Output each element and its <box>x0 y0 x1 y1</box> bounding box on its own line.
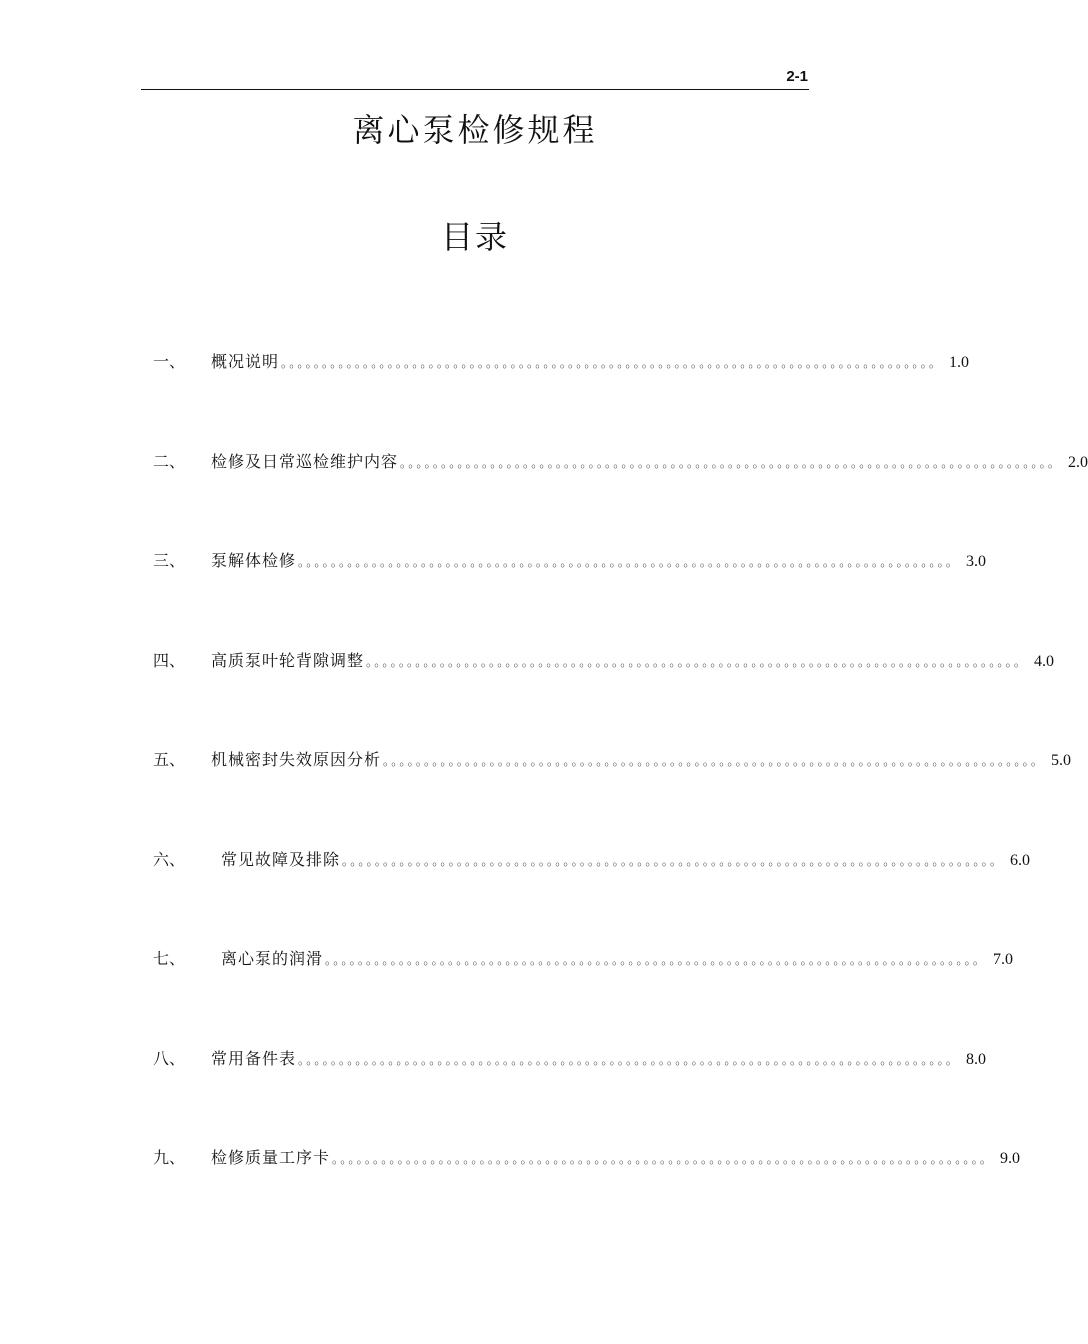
toc-dot-leader: 。。。。。。。。。。。。。。。。。。。。。。。。。。。。。。。。。。。。。。。。。。。。。。。。。。。。。。。。。。。。。。。。。。。。。。。。。。。。。。。。 <box>281 356 944 370</box>
toc-dot-leader: 。。。。。。。。。。。。。。。。。。。。。。。。。。。。。。。。。。。。。。。。。。。。。。。。。。。。。。。。。。。。。。。。。。。。。。。。。。。。。。。。 <box>342 853 1005 868</box>
toc-entry-label[interactable]: 泵解体检修 <box>211 551 297 570</box>
toc-entry-label[interactable]: 常用备件表 <box>211 1048 297 1068</box>
toc-entry-page: 2.0 <box>1068 453 1088 471</box>
toc-dot-leader: 。。。。。。。。。。。。。。。。。。。。。。。。。。。。。。。。。。。。。。。。。。。。。。。。。。。。。。。。。。。。。。。。。。。。。。。。。。。。。。。。 <box>332 1152 995 1166</box>
toc-entry-page: 6.0 <box>1010 851 1031 869</box>
toc-entry-number: 六、 <box>153 849 186 869</box>
toc-entry-label[interactable]: 概况说明 <box>211 352 280 371</box>
toc-entry-7[interactable] <box>153 947 1014 971</box>
toc-entry-page: 7.0 <box>993 951 1014 968</box>
table-of-contents <box>153 350 1088 1246</box>
toc-entry-label[interactable]: 高质泵叶轮背隙调整 <box>211 650 365 670</box>
toc-entry-label[interactable]: 检修质量工序卡 <box>211 1148 331 1167</box>
toc-entry-page: 8.0 <box>966 1050 987 1068</box>
document-title: 离心泵检修规程 <box>352 111 598 149</box>
toc-entry-8[interactable] <box>153 1047 987 1071</box>
toc-entry-6[interactable] <box>153 848 1031 872</box>
toc-entry-2[interactable] <box>153 450 1088 474</box>
toc-entry-number: 二、 <box>153 451 186 471</box>
toc-dot-leader: 。。。。。。。。。。。。。。。。。。。。。。。。。。。。。。。。。。。。。。。。。。。。。。。。。。。。。。。。。。。。。。。。。。。。。。。。。。。。。。。。 <box>298 1052 961 1067</box>
toc-entry-number: 四、 <box>153 650 186 670</box>
toc-entry-number: 五、 <box>153 750 186 769</box>
toc-heading: 目录 <box>440 218 509 256</box>
toc-entry-label[interactable]: 机械密封失效原因分析 <box>211 750 382 769</box>
toc-entry-label[interactable]: 检修及日常巡检维护内容 <box>211 451 399 471</box>
toc-entry-4[interactable] <box>153 649 1055 673</box>
toc-entry-1[interactable] <box>153 350 970 374</box>
toc-dot-leader: 。。。。。。。。。。。。。。。。。。。。。。。。。。。。。。。。。。。。。。。。。。。。。。。。。。。。。。。。。。。。。。。。。。。。。。。。。。。。。。。。 <box>298 555 961 569</box>
toc-entry-number: 一、 <box>153 352 186 371</box>
toc-entry-number: 三、 <box>153 551 186 570</box>
toc-entry-number: 八、 <box>153 1048 186 1068</box>
header-rule <box>141 89 809 90</box>
toc-dot-leader: 。。。。。。。。。。。。。。。。。。。。。。。。。。。。。。。。。。。。。。。。。。。。。。。。。。。。。。。。。。。。。。。。。。。。。。。。。。。。。。。。 <box>325 953 988 967</box>
toc-entry-page: 1.0 <box>949 354 970 371</box>
toc-entry-5[interactable] <box>153 748 1072 772</box>
toc-dot-leader: 。。。。。。。。。。。。。。。。。。。。。。。。。。。。。。。。。。。。。。。。。。。。。。。。。。。。。。。。。。。。。。。。。。。。。。。。。。。。。。。。 <box>400 455 1063 470</box>
toc-dot-leader: 。。。。。。。。。。。。。。。。。。。。。。。。。。。。。。。。。。。。。。。。。。。。。。。。。。。。。。。。。。。。。。。。。。。。。。。。。。。。。。。。 <box>366 654 1029 669</box>
toc-entry-number: 九、 <box>153 1148 186 1167</box>
page-number: 2-1 <box>786 68 808 85</box>
toc-dot-leader: 。。。。。。。。。。。。。。。。。。。。。。。。。。。。。。。。。。。。。。。。。。。。。。。。。。。。。。。。。。。。。。。。。。。。。。。。。。。。。。。。 <box>383 754 1046 768</box>
toc-entry-number: 七、 <box>153 949 186 968</box>
toc-entry-label[interactable]: 离心泵的润滑 <box>221 949 324 968</box>
toc-entry-9[interactable] <box>153 1146 1021 1170</box>
toc-entry-page: 5.0 <box>1051 752 1072 769</box>
toc-entry-label[interactable]: 常见故障及排除 <box>221 849 341 869</box>
toc-entry-page: 4.0 <box>1034 652 1055 670</box>
toc-entry-page: 3.0 <box>966 553 987 570</box>
toc-entry-page: 9.0 <box>1000 1150 1021 1167</box>
toc-entry-3[interactable] <box>153 549 987 573</box>
